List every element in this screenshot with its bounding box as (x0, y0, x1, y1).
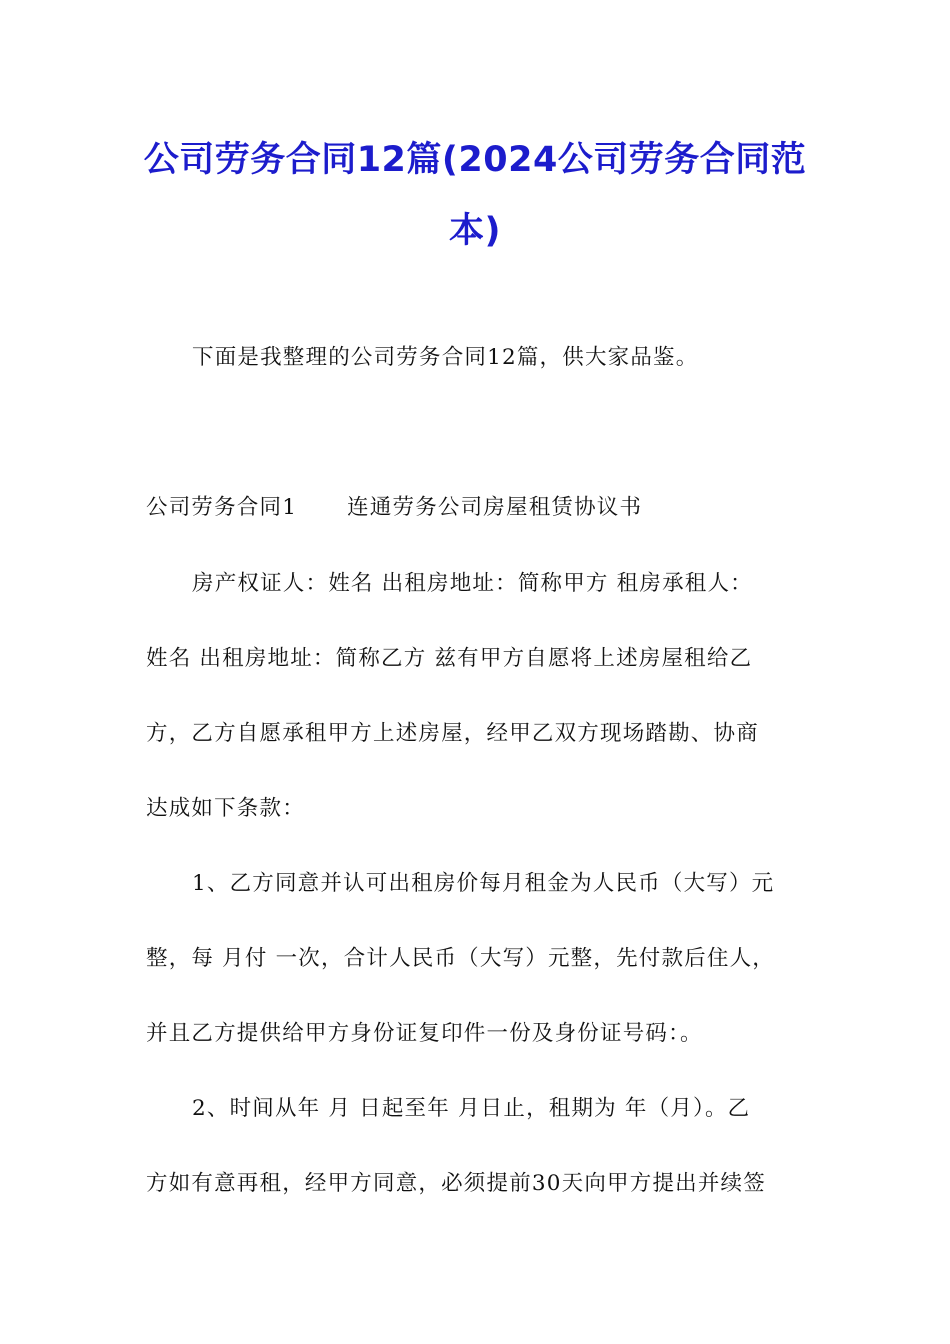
body-line: 方，乙方自愿承租甲方上述房屋，经甲乙双方现场踏勘、协商 (146, 721, 759, 746)
document-title-line-2: 本) (449, 211, 501, 251)
body-line: 并且乙方提供给甲方身份证复印件一份及身份证号码：。 (146, 1021, 703, 1046)
section-heading-row (146, 494, 826, 522)
body-line: 姓名 出租房地址：简称乙方 兹有甲方自愿将上述房屋租给乙 (146, 646, 753, 671)
section-subtitle: 连通劳务公司房屋租赁协议书 (347, 495, 643, 520)
body-line: 2、时间从年 月 日起至年 月日止，租期为 年（月）。乙 (192, 1096, 751, 1121)
intro-paragraph: 下面是我整理的公司劳务合同12篇，供大家品鉴。 (192, 345, 699, 370)
body-line: 整，每 月付 一次，合计人民币（大写）元整，先付款后住人， (146, 946, 775, 971)
document-title-line-1: 公司劳务合同12篇(2024公司劳务合同范 (143, 140, 807, 180)
body-line: 达成如下条款： (146, 796, 305, 821)
body-line: 方如有意再租，经甲方同意，必须提前30天向甲方提出并续签 (146, 1171, 766, 1196)
body-line: 1、乙方同意并认可出租房价每月租金为人民币（大写）元 (192, 871, 775, 896)
body-line: 房产权证人：姓名 出租房地址：简称甲方 租房承租人： (192, 571, 753, 596)
section-heading: 公司劳务合同1 (146, 495, 298, 520)
